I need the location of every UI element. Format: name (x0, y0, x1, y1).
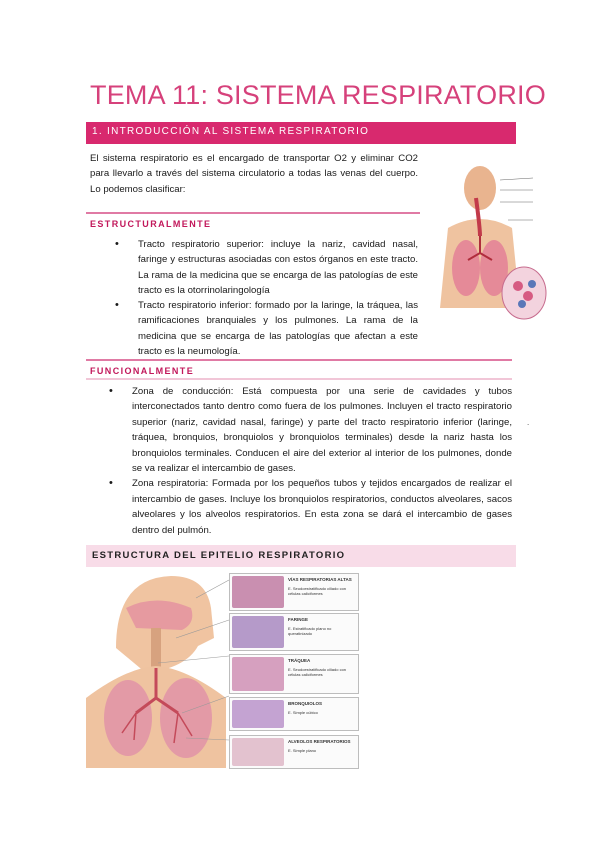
section-heading: 1. INTRODUCCIÓN AL SISTEMA RESPIRATORIO (92, 126, 370, 137)
estructural-list-2 (112, 298, 418, 360)
stray-mark: . (527, 418, 530, 427)
tissue-panel: VÍAS RESPIRATORIAS ALTAS E. Seudoestratificado ciliado con células caliciformes (229, 573, 359, 611)
tissue-image (232, 738, 284, 766)
divider (86, 359, 512, 361)
estructural-heading: ESTRUCTURALMENTE (90, 219, 212, 229)
section-heading-bar (86, 122, 516, 144)
epitelio-heading: ESTRUCTURA DEL EPITELIO RESPIRATORIO (92, 550, 346, 561)
intro-paragraph: El sistema respiratorio es el encargado de transportar O2 y eliminar CO2 para llevarlo a través del sistema circulatorio a todas las venas del cuerpo. Lo podemos clasificar: (90, 153, 418, 195)
funcional-list (106, 384, 512, 538)
epitelio-heading-bar (86, 545, 516, 567)
list-item: • Zona respiratoria: Formada por los pequeños tubos y tejidos encargados de realizar el intercambio de gases. Incluye los bronquiolos respiratorios, conductos alveolares, sacos alveolares y los alveolos respiratorios. En esta zona se dará el intercambio de gases dentro del pulmón. (109, 477, 512, 536)
tissue-panel: FARINGE E. Estratificado plano no queratinizado (229, 613, 359, 651)
tissue-image (232, 616, 284, 648)
tissue-image (232, 700, 284, 728)
tissue-panel: ALVEOLOS RESPIRATORIOS E. Simple plano (229, 735, 359, 769)
respiratory-anatomy-figure (428, 158, 548, 328)
list-item: • Tracto respiratorio superior: incluye la nariz, cavidad nasal, faringe y estructuras asociadas con estos órganos en este tracto. La rama de la medicina que se encarga de las patologías de este tracto es la otorrinolaringología (115, 238, 418, 297)
divider (86, 212, 420, 214)
list-item: • Tracto respiratorio inferior: formado por la laringe, la tráquea, las ramificaciones branquiales y los pulmones. La rama de la medicina que se encarga de las patologías que afectan a este tracto es la neumología. (115, 299, 418, 358)
tissue-panel: BRONQUIOLOS E. Simple cúbico (229, 697, 359, 731)
tissue-image (232, 576, 284, 608)
tissue-panel: TRÁQUEA E. Seudoestratificado ciliado con células caliciformes (229, 654, 359, 694)
page-title: TEMA 11: SISTEMA RESPIRATORIO (90, 80, 546, 110)
divider (86, 378, 512, 380)
funcional-heading: FUNCIONALMENTE (90, 366, 195, 376)
tissue-image (232, 657, 284, 691)
estructural-list (112, 237, 418, 299)
list-item: • Zona de conducción: Está compuesta por una serie de cavidades y tubos interconectados tanto dentro como fuera de los pulmones. Incluyen el tracto respiratorio superior (nariz, cavidad nasal, faringe) y parte del tracto respiratorio inferior (laringe, tráquea, bronquios, bronquiolos y bronquiolos terminales) desde la nariz hasta los bronquiolos terminales. Conducen el aire del exterior al interior de los pulmones, donde se va realizar el intercambio de gases. (109, 385, 512, 475)
